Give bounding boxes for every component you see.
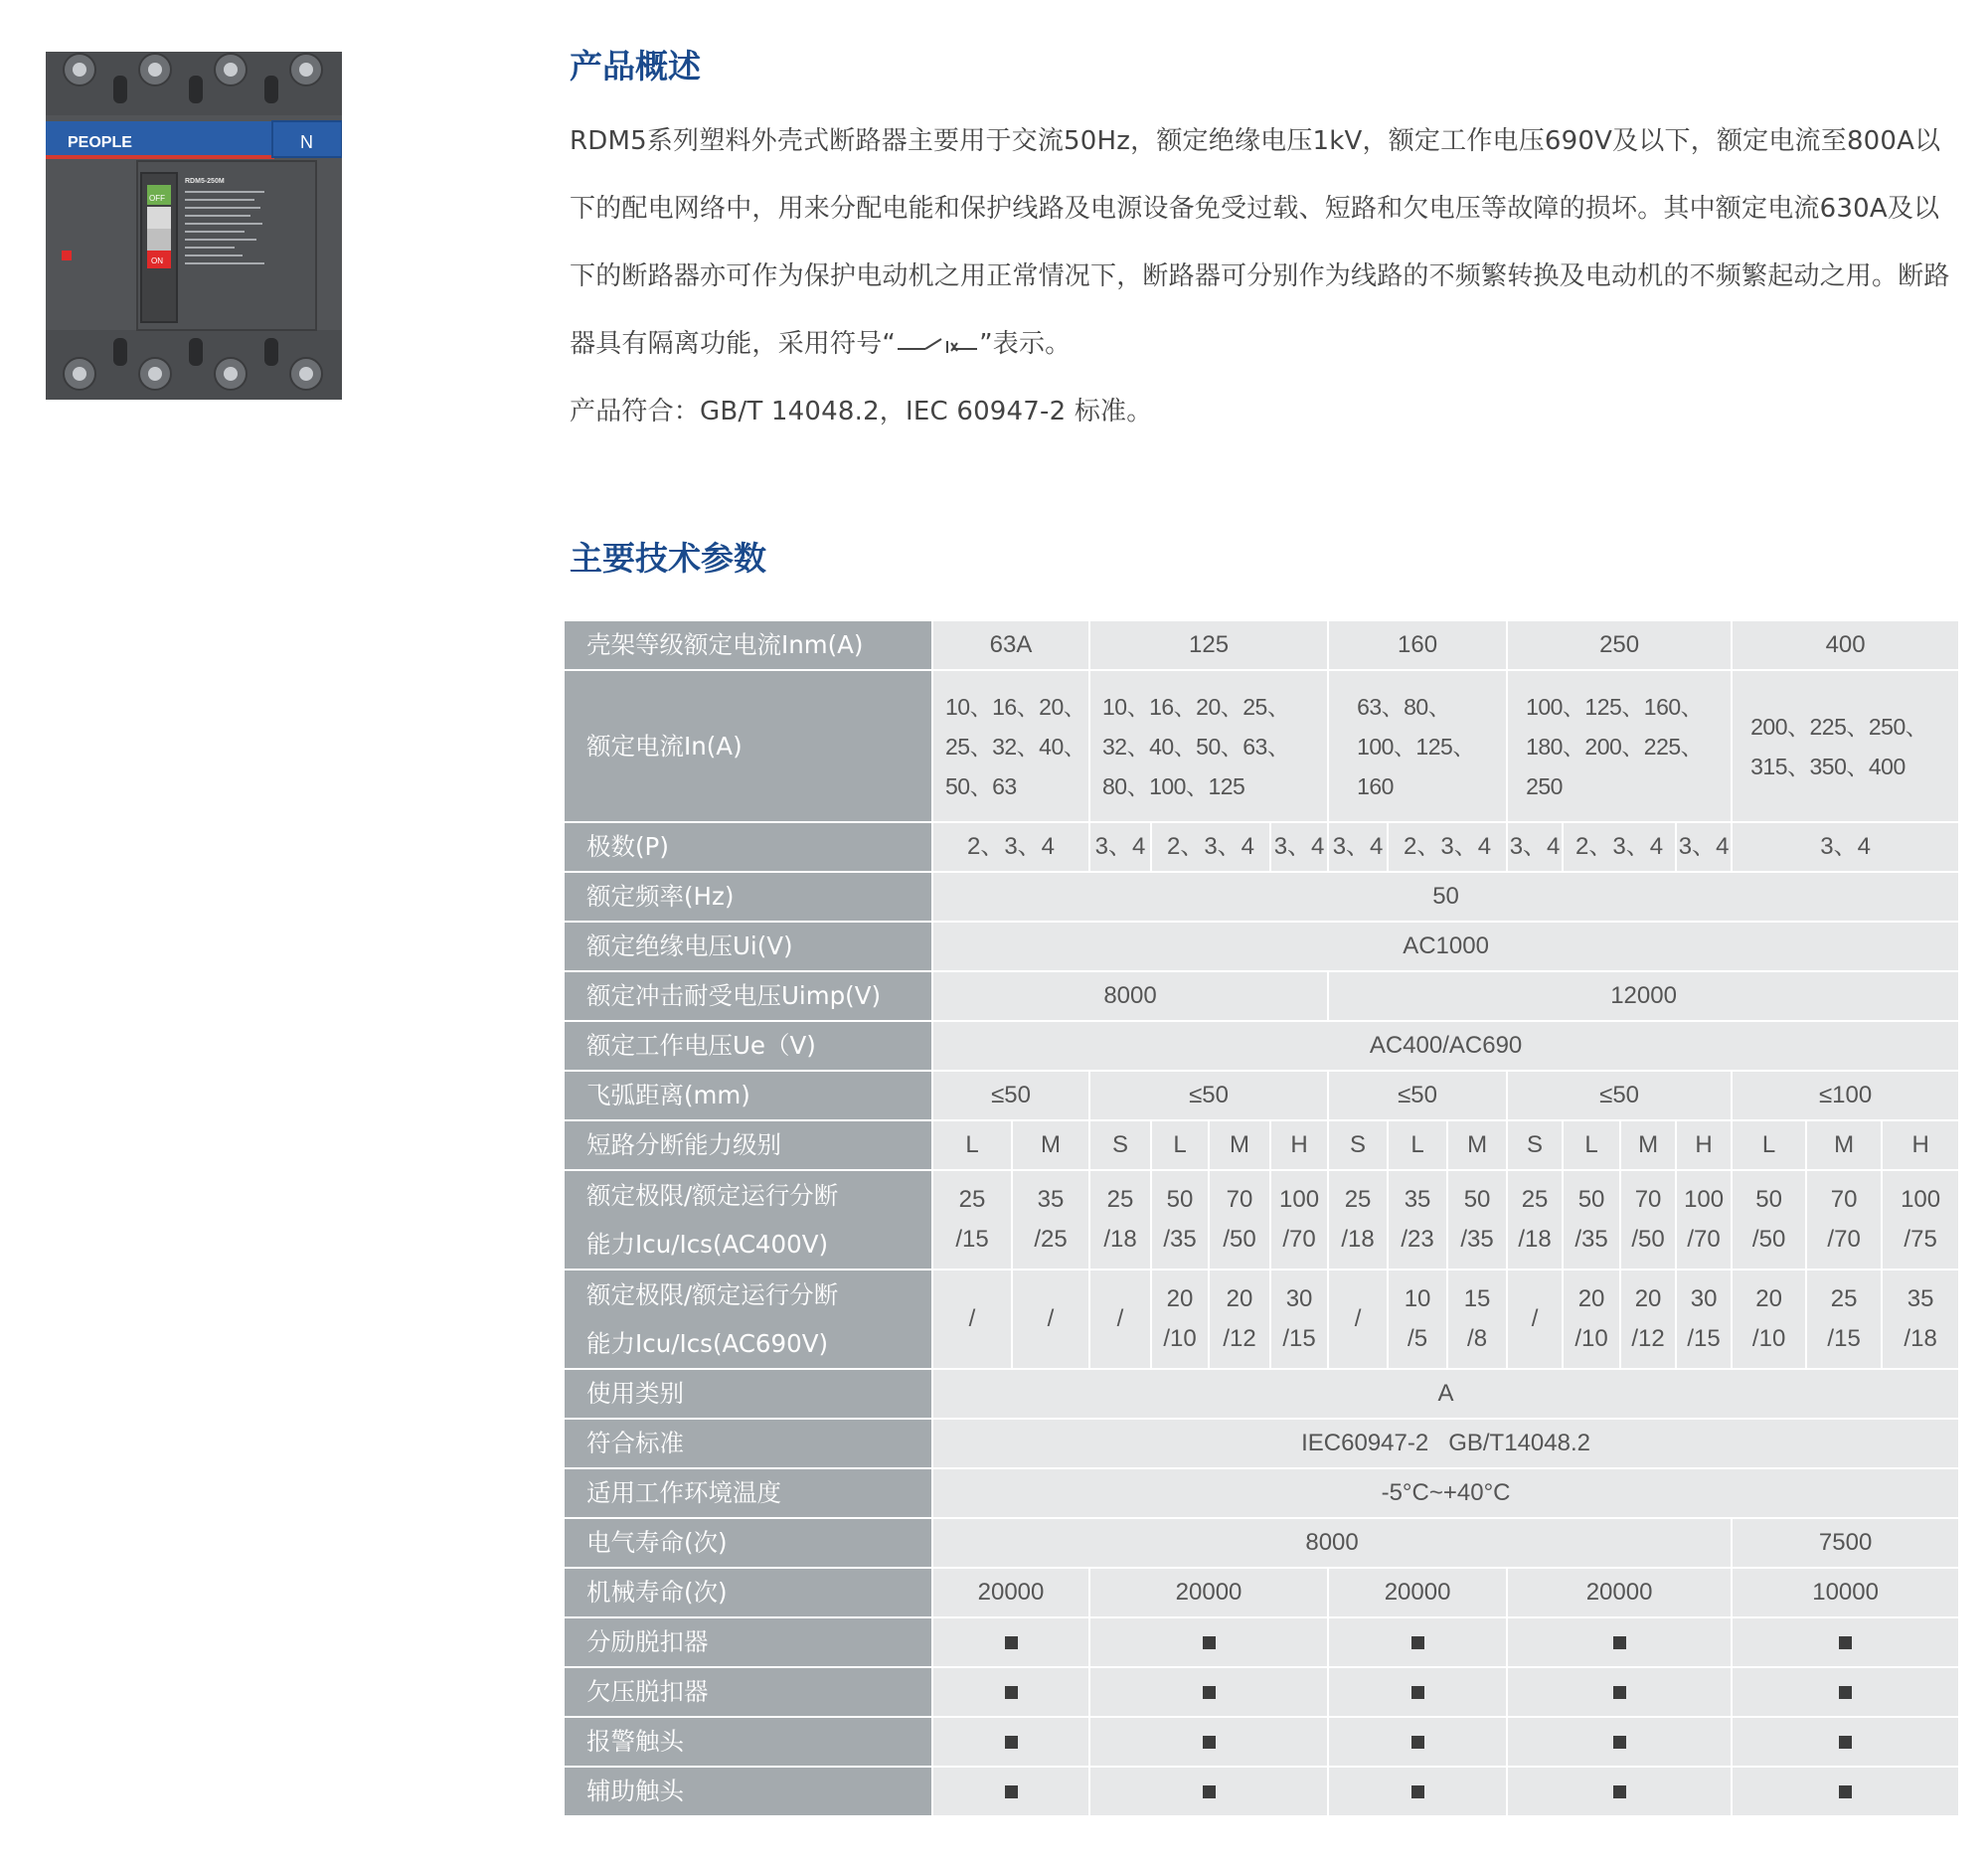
cell: 35 /25 bbox=[1012, 1170, 1089, 1270]
cell: 100 /75 bbox=[1882, 1170, 1959, 1270]
cell: 3、4 bbox=[1089, 822, 1151, 872]
spec-table bbox=[563, 619, 1960, 1817]
cell bbox=[1507, 1717, 1732, 1767]
filled-square-icon bbox=[1839, 1785, 1852, 1798]
cell: 10000 bbox=[1732, 1568, 1959, 1617]
cell: -5°C~+40°C bbox=[932, 1468, 1959, 1518]
row-auxiliary-contact bbox=[564, 1767, 1959, 1816]
cell bbox=[932, 1767, 1089, 1816]
cell: M bbox=[1012, 1120, 1089, 1170]
row-label: 极数(P) bbox=[564, 822, 932, 872]
cell: AC400/AC690 bbox=[932, 1021, 1959, 1071]
cell: 25 /15 bbox=[1806, 1270, 1882, 1369]
cell bbox=[1089, 1717, 1328, 1767]
row-alarm-contact bbox=[564, 1717, 1959, 1767]
filled-square-icon bbox=[1005, 1636, 1018, 1649]
filled-square-icon bbox=[1613, 1736, 1626, 1749]
row-poles bbox=[564, 822, 1959, 872]
cell: 10、16、20、25、 32、40、50、63、 80、100、125 bbox=[1089, 670, 1328, 822]
row-ui bbox=[564, 922, 1959, 971]
neutral-label: N bbox=[300, 132, 313, 152]
svg-text:ON: ON bbox=[151, 256, 163, 265]
cell: / bbox=[1089, 1270, 1151, 1369]
cell: 30 /15 bbox=[1676, 1270, 1732, 1369]
cell: 3、4 bbox=[1270, 822, 1328, 872]
cell bbox=[1732, 1667, 1959, 1717]
cell bbox=[1732, 1717, 1959, 1767]
row-standard bbox=[564, 1419, 1959, 1468]
cell: / bbox=[1507, 1270, 1563, 1369]
row-icu-690 bbox=[564, 1270, 1959, 1369]
cell: 12000 bbox=[1328, 971, 1959, 1021]
row-frequency bbox=[564, 872, 1959, 922]
cell: 20000 bbox=[1507, 1568, 1732, 1617]
row-label: 额定绝缘电压Ui(V) bbox=[564, 922, 932, 971]
cell: 70 /70 bbox=[1806, 1170, 1882, 1270]
cell bbox=[1732, 1617, 1959, 1667]
cell: 2、3、4 bbox=[932, 822, 1089, 872]
filled-square-icon bbox=[1203, 1636, 1216, 1649]
cell: 63A bbox=[932, 620, 1089, 670]
cell: 70 /50 bbox=[1620, 1170, 1676, 1270]
filled-square-icon bbox=[1411, 1636, 1424, 1649]
cell: AC1000 bbox=[932, 922, 1959, 971]
cell: / bbox=[932, 1270, 1012, 1369]
cell bbox=[1732, 1767, 1959, 1816]
cell: 125 bbox=[1089, 620, 1328, 670]
row-label: 额定冲击耐受电压Uimp(V) bbox=[564, 971, 932, 1021]
row-label: 短路分断能力级别 bbox=[564, 1120, 932, 1170]
cell: M bbox=[1209, 1120, 1270, 1170]
cell: 25 /18 bbox=[1089, 1170, 1151, 1270]
cell: 2、3、4 bbox=[1151, 822, 1270, 872]
row-ue bbox=[564, 1021, 1959, 1071]
row-label: 额定极限/额定运行分断 能力Icu/Ics(AC400V) bbox=[564, 1170, 932, 1270]
cell: 20 /12 bbox=[1620, 1270, 1676, 1369]
filled-square-icon bbox=[1005, 1736, 1018, 1749]
cell: L bbox=[1563, 1120, 1620, 1170]
cell bbox=[932, 1667, 1089, 1717]
svg-text:RDM5-250M: RDM5-250M bbox=[185, 178, 225, 185]
cell: S bbox=[1507, 1120, 1563, 1170]
cell: H bbox=[1882, 1120, 1959, 1170]
specs-title: 主要技术参数 bbox=[570, 539, 766, 578]
row-label: 报警触头 bbox=[564, 1717, 932, 1767]
cell: ≤100 bbox=[1732, 1071, 1959, 1120]
cell bbox=[932, 1617, 1089, 1667]
row-levels bbox=[564, 1120, 1959, 1170]
cell: 100 /70 bbox=[1270, 1170, 1328, 1270]
filled-square-icon bbox=[1411, 1686, 1424, 1699]
svg-text:OFF: OFF bbox=[149, 194, 165, 203]
overview-paragraph: RDM5系列塑料外壳式断路器主要用于交流50Hz，额定绝缘电压1kV，额定工作电压690V及以下，额定电流至800A以下的配电网络中，用来分配电能和保护线路及电源设备免受过载、短路和欠电压等故障的损坏。其中额定电流630A及以下的断路器亦可作为保护电动机之用正常情况下，断路器可分别作为线路的不频繁转换及电动机的不频繁起动之用。断路器具有隔离功能，采用符号“ ”表示。 bbox=[570, 126, 1950, 359]
cell bbox=[1089, 1617, 1328, 1667]
filled-square-icon bbox=[1411, 1736, 1424, 1749]
cell: 400 bbox=[1732, 620, 1959, 670]
cell: 50 bbox=[932, 872, 1959, 922]
cell: ≤50 bbox=[1089, 1071, 1328, 1120]
filled-square-icon bbox=[1005, 1785, 1018, 1798]
standard-paragraph: 产品符合：GB/T 14048.2，IEC 60947-2 标准。 bbox=[570, 397, 1153, 426]
row-label: 电气寿命(次) bbox=[564, 1518, 932, 1568]
row-electrical-life bbox=[564, 1518, 1959, 1568]
filled-square-icon bbox=[1839, 1736, 1852, 1749]
cell: ≤50 bbox=[1328, 1071, 1507, 1120]
row-label: 符合标准 bbox=[564, 1419, 932, 1468]
row-label: 额定频率(Hz) bbox=[564, 872, 932, 922]
row-label: 分励脱扣器 bbox=[564, 1617, 932, 1667]
filled-square-icon bbox=[1839, 1686, 1852, 1699]
cell: S bbox=[1089, 1120, 1151, 1170]
cell: 20 /12 bbox=[1209, 1270, 1270, 1369]
cell: A bbox=[932, 1369, 1959, 1419]
row-label: 额定极限/额定运行分断 能力Icu/Ics(AC690V) bbox=[564, 1270, 932, 1369]
cell: 30 /15 bbox=[1270, 1270, 1328, 1369]
cell: 3、4 bbox=[1328, 822, 1388, 872]
cell: 250 bbox=[1507, 620, 1732, 670]
cell bbox=[1089, 1667, 1328, 1717]
cell: H bbox=[1676, 1120, 1732, 1170]
filled-square-icon bbox=[1613, 1686, 1626, 1699]
cell: S bbox=[1328, 1120, 1388, 1170]
cell: 20000 bbox=[932, 1568, 1089, 1617]
cell: 200、225、250、 315、350、400 bbox=[1732, 670, 1959, 822]
cell: 3、4 bbox=[1507, 822, 1563, 872]
cell: L bbox=[1388, 1120, 1447, 1170]
cell bbox=[1328, 1617, 1507, 1667]
cell: IEC60947-2 GB/T14048.2 bbox=[932, 1419, 1959, 1468]
cell: ≤50 bbox=[932, 1071, 1089, 1120]
filled-square-icon bbox=[1839, 1636, 1852, 1649]
cell: 25 /18 bbox=[1328, 1170, 1388, 1270]
cell: 35 /18 bbox=[1882, 1270, 1959, 1369]
cell bbox=[932, 1717, 1089, 1767]
cell: 100 /70 bbox=[1676, 1170, 1732, 1270]
cell: M bbox=[1447, 1120, 1507, 1170]
cell: 10 /5 bbox=[1388, 1270, 1447, 1369]
cell bbox=[1089, 1767, 1328, 1816]
cell bbox=[1328, 1667, 1507, 1717]
row-temperature bbox=[564, 1468, 1959, 1518]
brand-logo: PEOPLE bbox=[68, 134, 132, 151]
row-label: 欠压脱扣器 bbox=[564, 1667, 932, 1717]
cell: 10、16、20、 25、32、40、 50、63 bbox=[932, 670, 1089, 822]
row-mechanical-life bbox=[564, 1568, 1959, 1617]
row-category bbox=[564, 1369, 1959, 1419]
cell: 3、4 bbox=[1676, 822, 1732, 872]
filled-square-icon bbox=[1203, 1686, 1216, 1699]
row-arc bbox=[564, 1071, 1959, 1120]
cell: 20000 bbox=[1089, 1568, 1328, 1617]
cell: 20000 bbox=[1328, 1568, 1507, 1617]
filled-square-icon bbox=[1411, 1785, 1424, 1798]
filled-square-icon bbox=[1613, 1785, 1626, 1798]
cell: 2、3、4 bbox=[1388, 822, 1507, 872]
cell: L bbox=[932, 1120, 1012, 1170]
cell: / bbox=[1012, 1270, 1089, 1369]
cell: 70 /50 bbox=[1209, 1170, 1270, 1270]
cell: M bbox=[1620, 1120, 1676, 1170]
cell: 63、80、 100、125、 160 bbox=[1328, 670, 1507, 822]
cell: 25 /18 bbox=[1507, 1170, 1563, 1270]
cell bbox=[1507, 1617, 1732, 1667]
cell: 50 /35 bbox=[1151, 1170, 1209, 1270]
filled-square-icon bbox=[1203, 1736, 1216, 1749]
cell bbox=[1507, 1667, 1732, 1717]
row-label: 额定工作电压Ue（V) bbox=[564, 1021, 932, 1071]
cell: 50 /35 bbox=[1563, 1170, 1620, 1270]
cell: 15 /8 bbox=[1447, 1270, 1507, 1369]
cell: L bbox=[1151, 1120, 1209, 1170]
overview-title: 产品概述 bbox=[570, 47, 701, 85]
filled-square-icon bbox=[1613, 1636, 1626, 1649]
cell: 8000 bbox=[932, 971, 1328, 1021]
cell: 25 /15 bbox=[932, 1170, 1012, 1270]
row-uimp bbox=[564, 971, 1959, 1021]
cell bbox=[1328, 1717, 1507, 1767]
row-icu-400 bbox=[564, 1170, 1959, 1270]
cell: / bbox=[1328, 1270, 1388, 1369]
row-frame bbox=[564, 620, 1959, 670]
cell: ≤50 bbox=[1507, 1071, 1732, 1120]
cell: 100、125、160、 180、200、225、 250 bbox=[1507, 670, 1732, 822]
row-label: 飞弧距离(mm) bbox=[564, 1071, 932, 1120]
row-shunt-release bbox=[564, 1617, 1959, 1667]
row-label: 使用类别 bbox=[564, 1369, 932, 1419]
cell: 20 /10 bbox=[1151, 1270, 1209, 1369]
cell bbox=[1507, 1767, 1732, 1816]
cell: 50 /35 bbox=[1447, 1170, 1507, 1270]
cell: L bbox=[1732, 1120, 1806, 1170]
filled-square-icon bbox=[1005, 1686, 1018, 1699]
cell: 35 /23 bbox=[1388, 1170, 1447, 1270]
cell: 160 bbox=[1328, 620, 1507, 670]
row-label: 壳架等级额定电流Ⅰnm(A) bbox=[564, 620, 932, 670]
row-label: 辅助触头 bbox=[564, 1767, 932, 1816]
row-undervoltage-release bbox=[564, 1667, 1959, 1717]
cell: 7500 bbox=[1732, 1518, 1959, 1568]
filled-square-icon bbox=[1203, 1785, 1216, 1798]
row-label: 额定电流In(A) bbox=[564, 670, 932, 822]
row-label: 适用工作环境温度 bbox=[564, 1468, 932, 1518]
cell: 3、4 bbox=[1732, 822, 1959, 872]
row-rated-current bbox=[564, 670, 1959, 822]
row-label: 机械寿命(次) bbox=[564, 1568, 932, 1617]
cell: 20 /10 bbox=[1563, 1270, 1620, 1369]
cell: 8000 bbox=[932, 1518, 1732, 1568]
cell: 20 /10 bbox=[1732, 1270, 1806, 1369]
cell: 50 /50 bbox=[1732, 1170, 1806, 1270]
overview-text bbox=[570, 107, 1951, 445]
isolation-symbol-icon bbox=[896, 333, 979, 357]
cell: 2、3、4 bbox=[1563, 822, 1676, 872]
cell: H bbox=[1270, 1120, 1328, 1170]
cell bbox=[1328, 1767, 1507, 1816]
cell: M bbox=[1806, 1120, 1882, 1170]
product-image bbox=[46, 52, 342, 400]
